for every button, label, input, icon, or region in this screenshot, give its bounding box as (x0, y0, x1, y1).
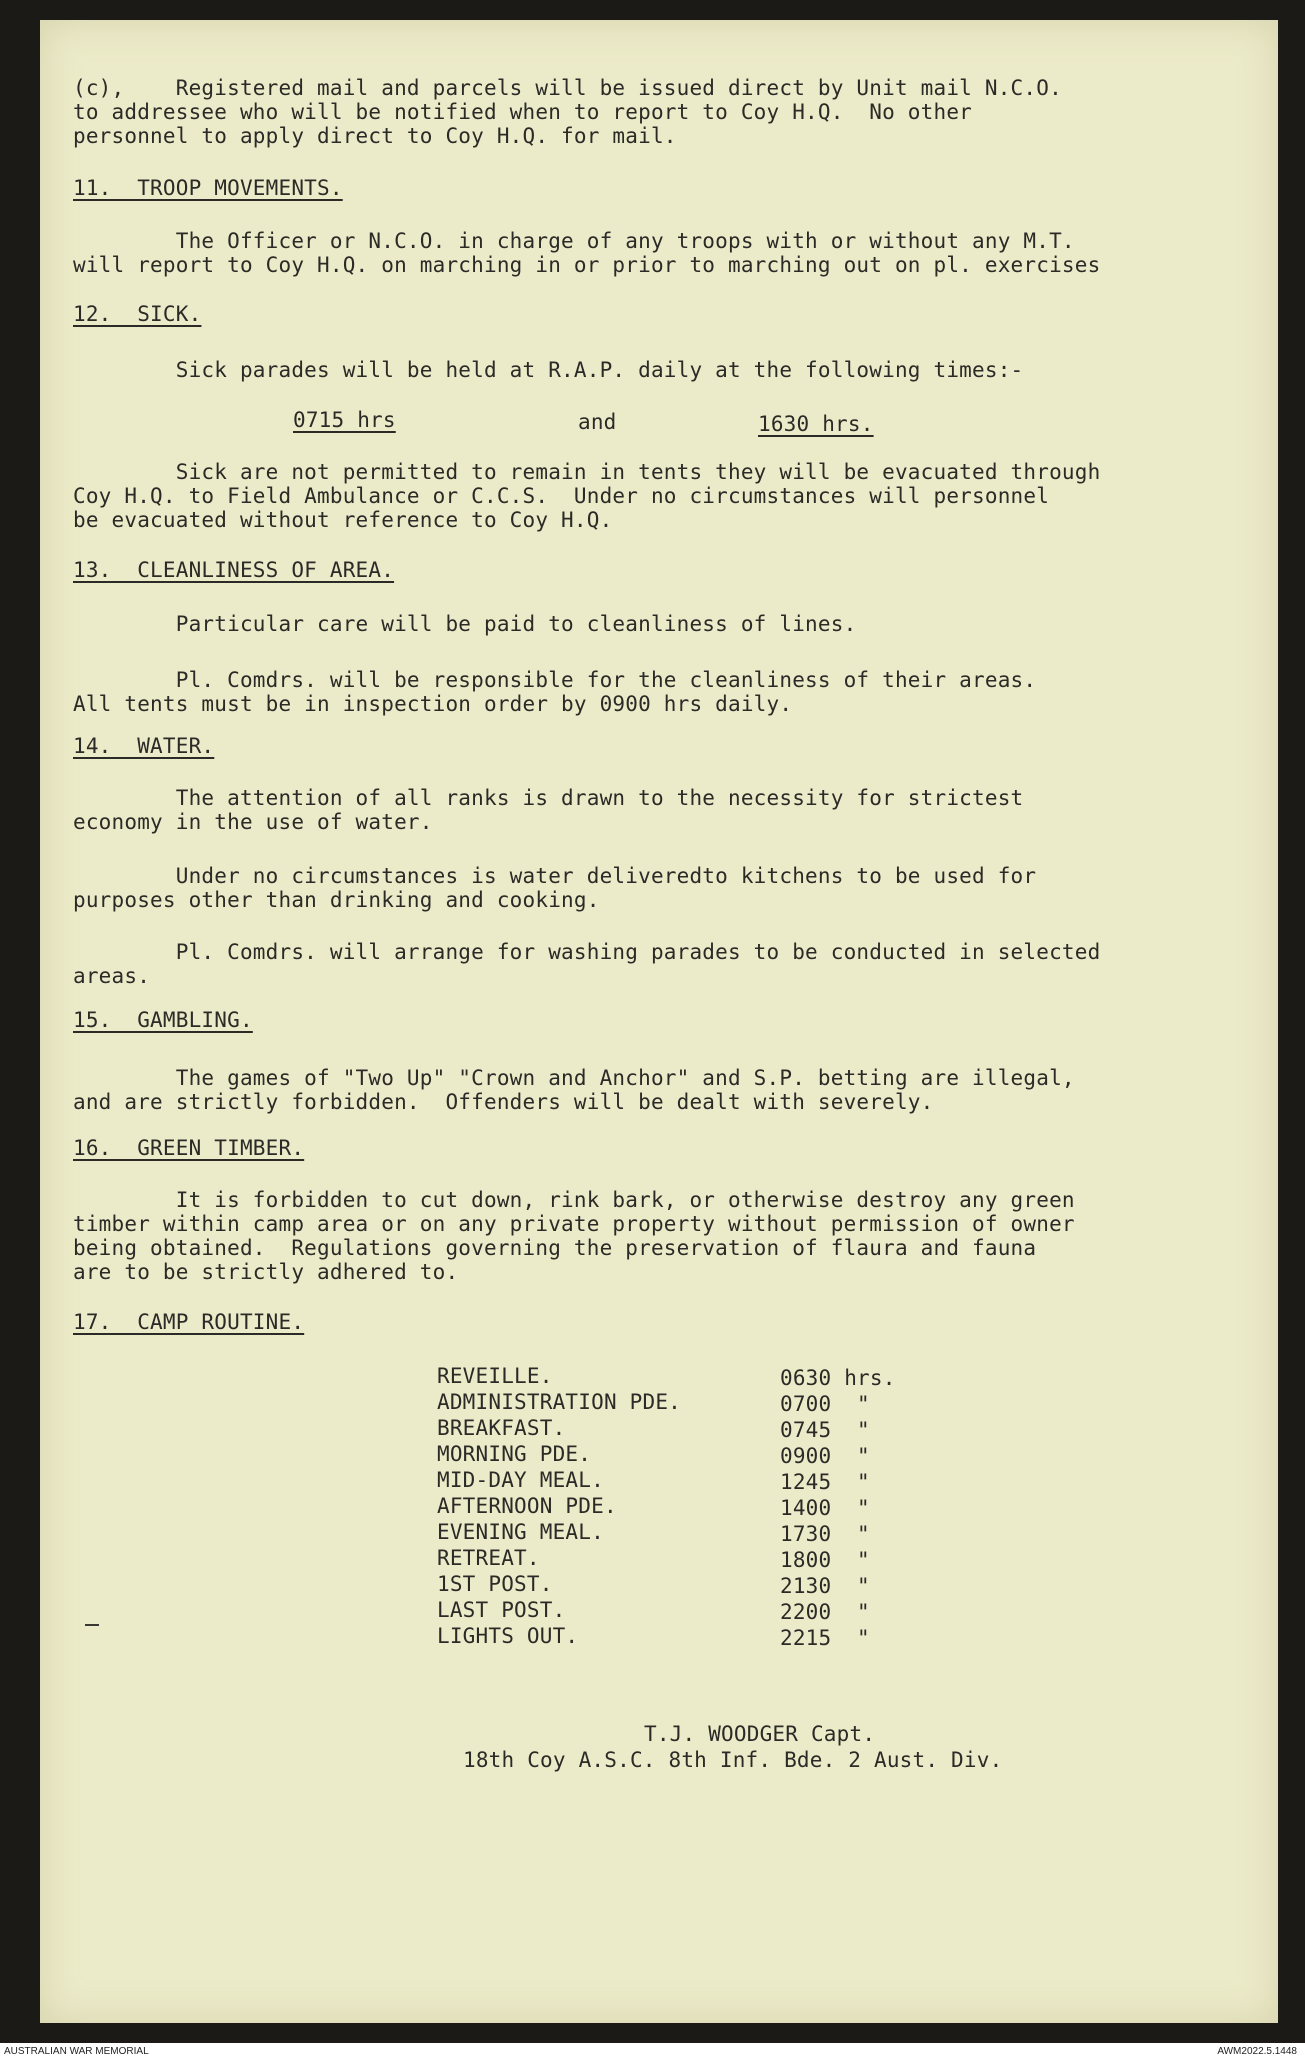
section-15-line-1: The games of "Two Up" "Crown and Anchor" and S.P. betting are illegal, (73, 1066, 1075, 1090)
section-11-line-2: will report to Coy H.Q. on marching in or prior to marching out on pl. exercises (73, 253, 1101, 277)
routine-time: 1245 " (780, 1470, 870, 1494)
section-15-line-2: and are strictly forbidden. Offenders will be dealt with severely. (73, 1090, 934, 1114)
routine-label: BREAKFAST. (437, 1416, 566, 1440)
section-14-p2-line-1: Under no circumstances is water deliveredto kitchens to be used for (73, 864, 1037, 888)
para-c-line-3: personnel to apply direct to Coy H.Q. for mail. (73, 124, 677, 148)
routine-time: 0700 " (780, 1392, 870, 1416)
section-11-heading: 11. TROOP MOVEMENTS. (73, 176, 343, 200)
sick-parade-and: and (578, 410, 617, 434)
signatory-name: T.J. WOODGER Capt. (644, 1722, 876, 1746)
footer-accession-number: AWM2022.5.1448 (1217, 2046, 1297, 2057)
footer-institution: AUSTRALIAN WAR MEMORIAL (4, 2046, 149, 2057)
signatory-unit: 18th Coy A.S.C. 8th Inf. Bde. 2 Aust. Div. (463, 1748, 1003, 1772)
routine-label: RETREAT. (437, 1546, 540, 1570)
section-13-line-1: Particular care will be paid to cleanliness of lines. (73, 612, 857, 636)
routine-time: 0900 " (780, 1444, 870, 1468)
section-16-line-2: timber within camp area or on any private property without permission of owner (73, 1212, 1075, 1236)
section-14-p1-line-1: The attention of all ranks is drawn to the necessity for strictest (73, 786, 1024, 810)
section-12-line-2: Sick are not permitted to remain in tents they will be evacuated through (73, 460, 1101, 484)
section-15-heading: 15. GAMBLING. (73, 1008, 253, 1032)
routine-time: 2200 " (780, 1600, 870, 1624)
margin-dash-mark (85, 1624, 99, 1626)
routine-time: 0745 " (780, 1418, 870, 1442)
section-16-heading: 16. GREEN TIMBER. (73, 1136, 305, 1160)
routine-time: 2215 " (780, 1626, 870, 1650)
sick-parade-time-2: 1630 hrs. (758, 412, 874, 436)
routine-label: 1ST POST. (437, 1572, 553, 1596)
routine-label: EVENING MEAL. (437, 1520, 604, 1544)
routine-label: LAST POST. (437, 1598, 566, 1622)
section-12-heading: 12. SICK. (73, 302, 202, 326)
archive-footer (0, 2043, 1305, 2061)
section-17-heading: 17. CAMP ROUTINE. (73, 1310, 305, 1334)
routine-label: REVEILLE. (437, 1364, 553, 1388)
routine-label: MID-DAY MEAL. (437, 1468, 604, 1492)
routine-time: 1800 " (780, 1548, 870, 1572)
section-12-line-1: Sick parades will be held at R.A.P. daily at the following times:- (73, 358, 1024, 382)
section-14-heading: 14. WATER. (73, 734, 215, 758)
routine-time: 0630 hrs. (780, 1366, 896, 1390)
sick-parade-time-1: 0715 hrs (293, 408, 396, 432)
routine-label: AFTERNOON PDE. (437, 1494, 617, 1518)
routine-label: LIGHTS OUT. (437, 1624, 579, 1648)
routine-time: 1730 " (780, 1522, 870, 1546)
section-16-line-3: being obtained. Regulations governing the preservation of flaura and fauna (73, 1236, 1037, 1260)
section-13-line-2: Pl. Comdrs. will be responsible for the cleanliness of their areas. (73, 668, 1037, 692)
section-12-line-4: be evacuated without reference to Coy H.Q. (73, 508, 613, 532)
section-14-p3-line-2: areas. (73, 964, 151, 988)
routine-time: 2130 " (780, 1574, 870, 1598)
section-13-heading: 13. CLEANLINESS OF AREA. (73, 558, 395, 582)
para-c-line-1: (c), Registered mail and parcels will be issued direct by Unit mail N.C.O. (73, 76, 1062, 100)
section-14-p2-line-2: purposes other than drinking and cooking. (73, 888, 600, 912)
section-13-line-3: All tents must be in inspection order by 0900 hrs daily. (73, 692, 793, 716)
section-14-p1-line-2: economy in the use of water. (73, 810, 433, 834)
routine-label: ADMINISTRATION PDE. (437, 1390, 682, 1414)
section-11-line-1: The Officer or N.C.O. in charge of any troops with or without any M.T. (73, 229, 1075, 253)
section-16-line-4: are to be strictly adhered to. (73, 1260, 459, 1284)
routine-label: MORNING PDE. (437, 1442, 592, 1466)
section-12-line-3: Coy H.Q. to Field Ambulance or C.C.S. Under no circumstances will personnel (73, 484, 1050, 508)
routine-time: 1400 " (780, 1496, 870, 1520)
section-14-p3-line-1: Pl. Comdrs. will arrange for washing parades to be conducted in selected (73, 940, 1101, 964)
section-16-line-1: It is forbidden to cut down, rink bark, or otherwise destroy any green (73, 1188, 1075, 1212)
para-c-line-2: to addressee who will be notified when to report to Coy H.Q. No other (73, 100, 973, 124)
